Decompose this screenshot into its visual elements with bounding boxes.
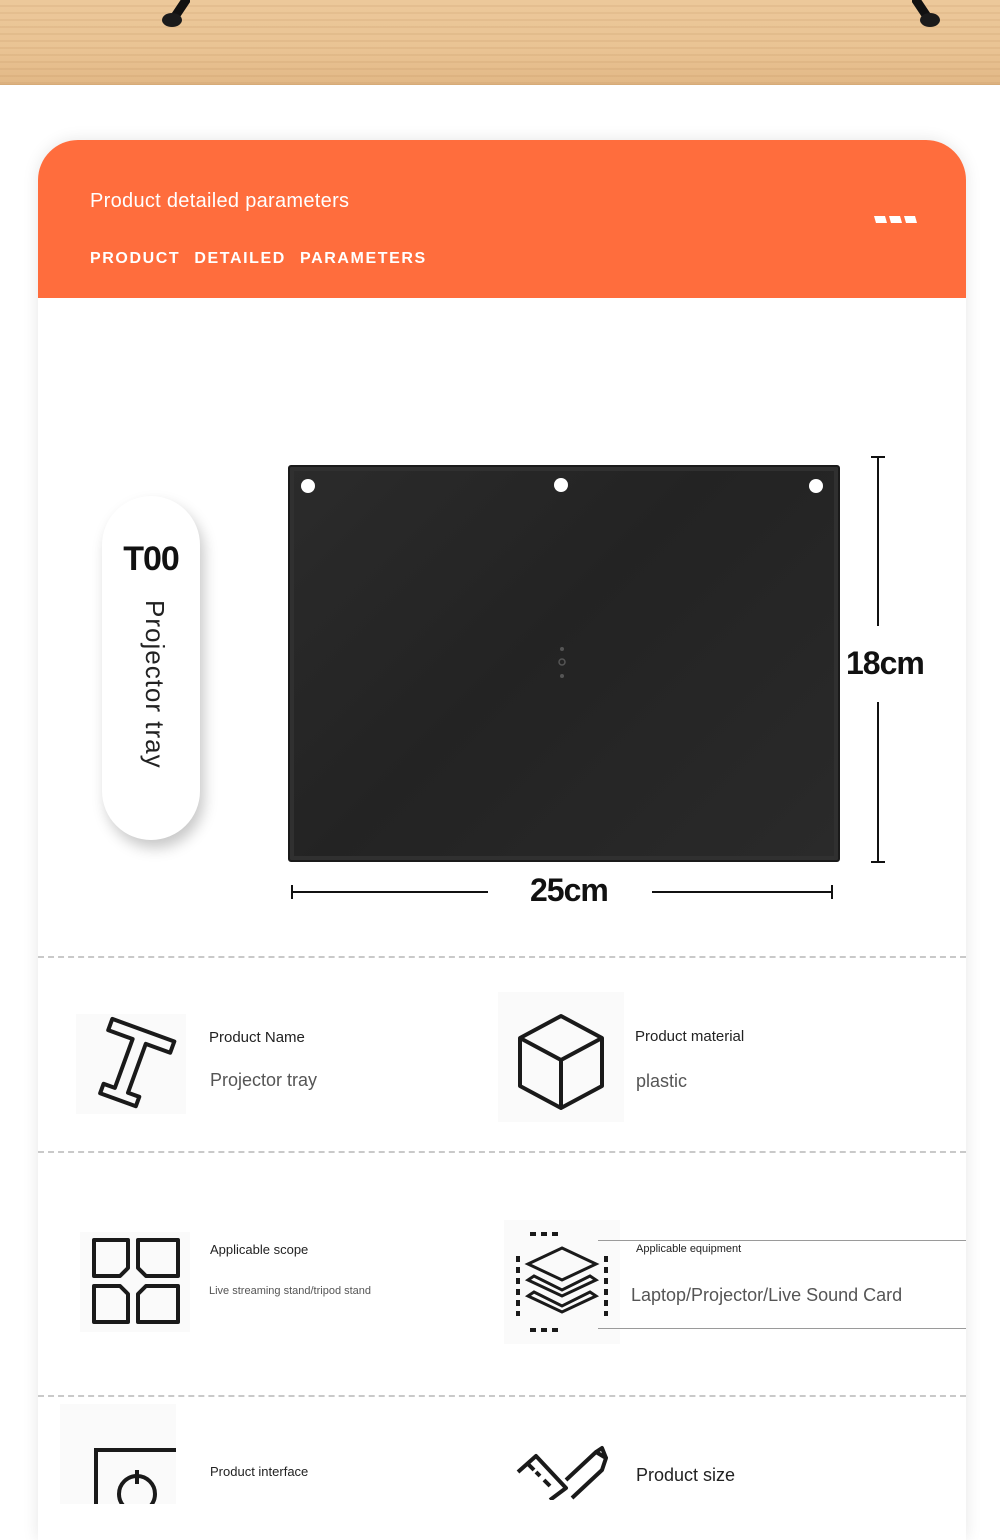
height-label: 18cm [846, 645, 924, 681]
spec-equipment-value: Laptop/Projector/Live Sound Card [631, 1285, 903, 1305]
width-label: 25cm [530, 872, 608, 908]
spec-scope-label: Applicable scope [210, 1242, 309, 1257]
spec-equipment-label: Applicable equipment [636, 1243, 742, 1255]
mounting-hole-left [301, 479, 315, 493]
parameters-card [38, 140, 966, 1540]
model-name: Projector tray [140, 600, 170, 769]
spec-scope-value: Live streaming stand/tripod stand [209, 1285, 372, 1297]
spec-interface-label: Product interface [210, 1464, 309, 1479]
spec-name-label: Product Name [209, 1029, 305, 1046]
equipment-bottom-rule [598, 1328, 966, 1329]
header-subtitle: PRODUCT DETAILED PARAMETERS [90, 250, 427, 267]
cube-icon [498, 992, 624, 1122]
section-divider [38, 956, 966, 958]
spec-material-label: Product material [635, 1028, 745, 1045]
section-divider [38, 1395, 966, 1397]
projector-tray-image [288, 465, 840, 862]
ruler-pencil-icon [510, 1440, 610, 1500]
header-title: Product detailed parameters [90, 190, 350, 212]
t-beam-icon [76, 1014, 186, 1114]
spec-name-value: Projector tray [210, 1070, 318, 1090]
spec-size-label: Product size [636, 1465, 736, 1485]
model-badge [102, 496, 200, 840]
equipment-top-rule [598, 1240, 966, 1241]
mounting-hole-center [554, 478, 568, 492]
card-header [38, 140, 966, 298]
stand-foot-right-icon [912, 0, 942, 30]
wood-surface-banner [0, 0, 1000, 85]
ellipsis-dots-icon [874, 212, 922, 224]
grid-squares-icon [80, 1232, 190, 1332]
spec-material-value: plastic [636, 1071, 688, 1091]
section-divider [38, 1151, 966, 1153]
center-screw-icon [558, 645, 566, 681]
target-box-icon [60, 1404, 176, 1504]
stand-foot-left-icon [160, 0, 190, 30]
mounting-hole-right [809, 479, 823, 493]
layers-icon [504, 1220, 620, 1344]
model-code: T00 [123, 540, 179, 578]
